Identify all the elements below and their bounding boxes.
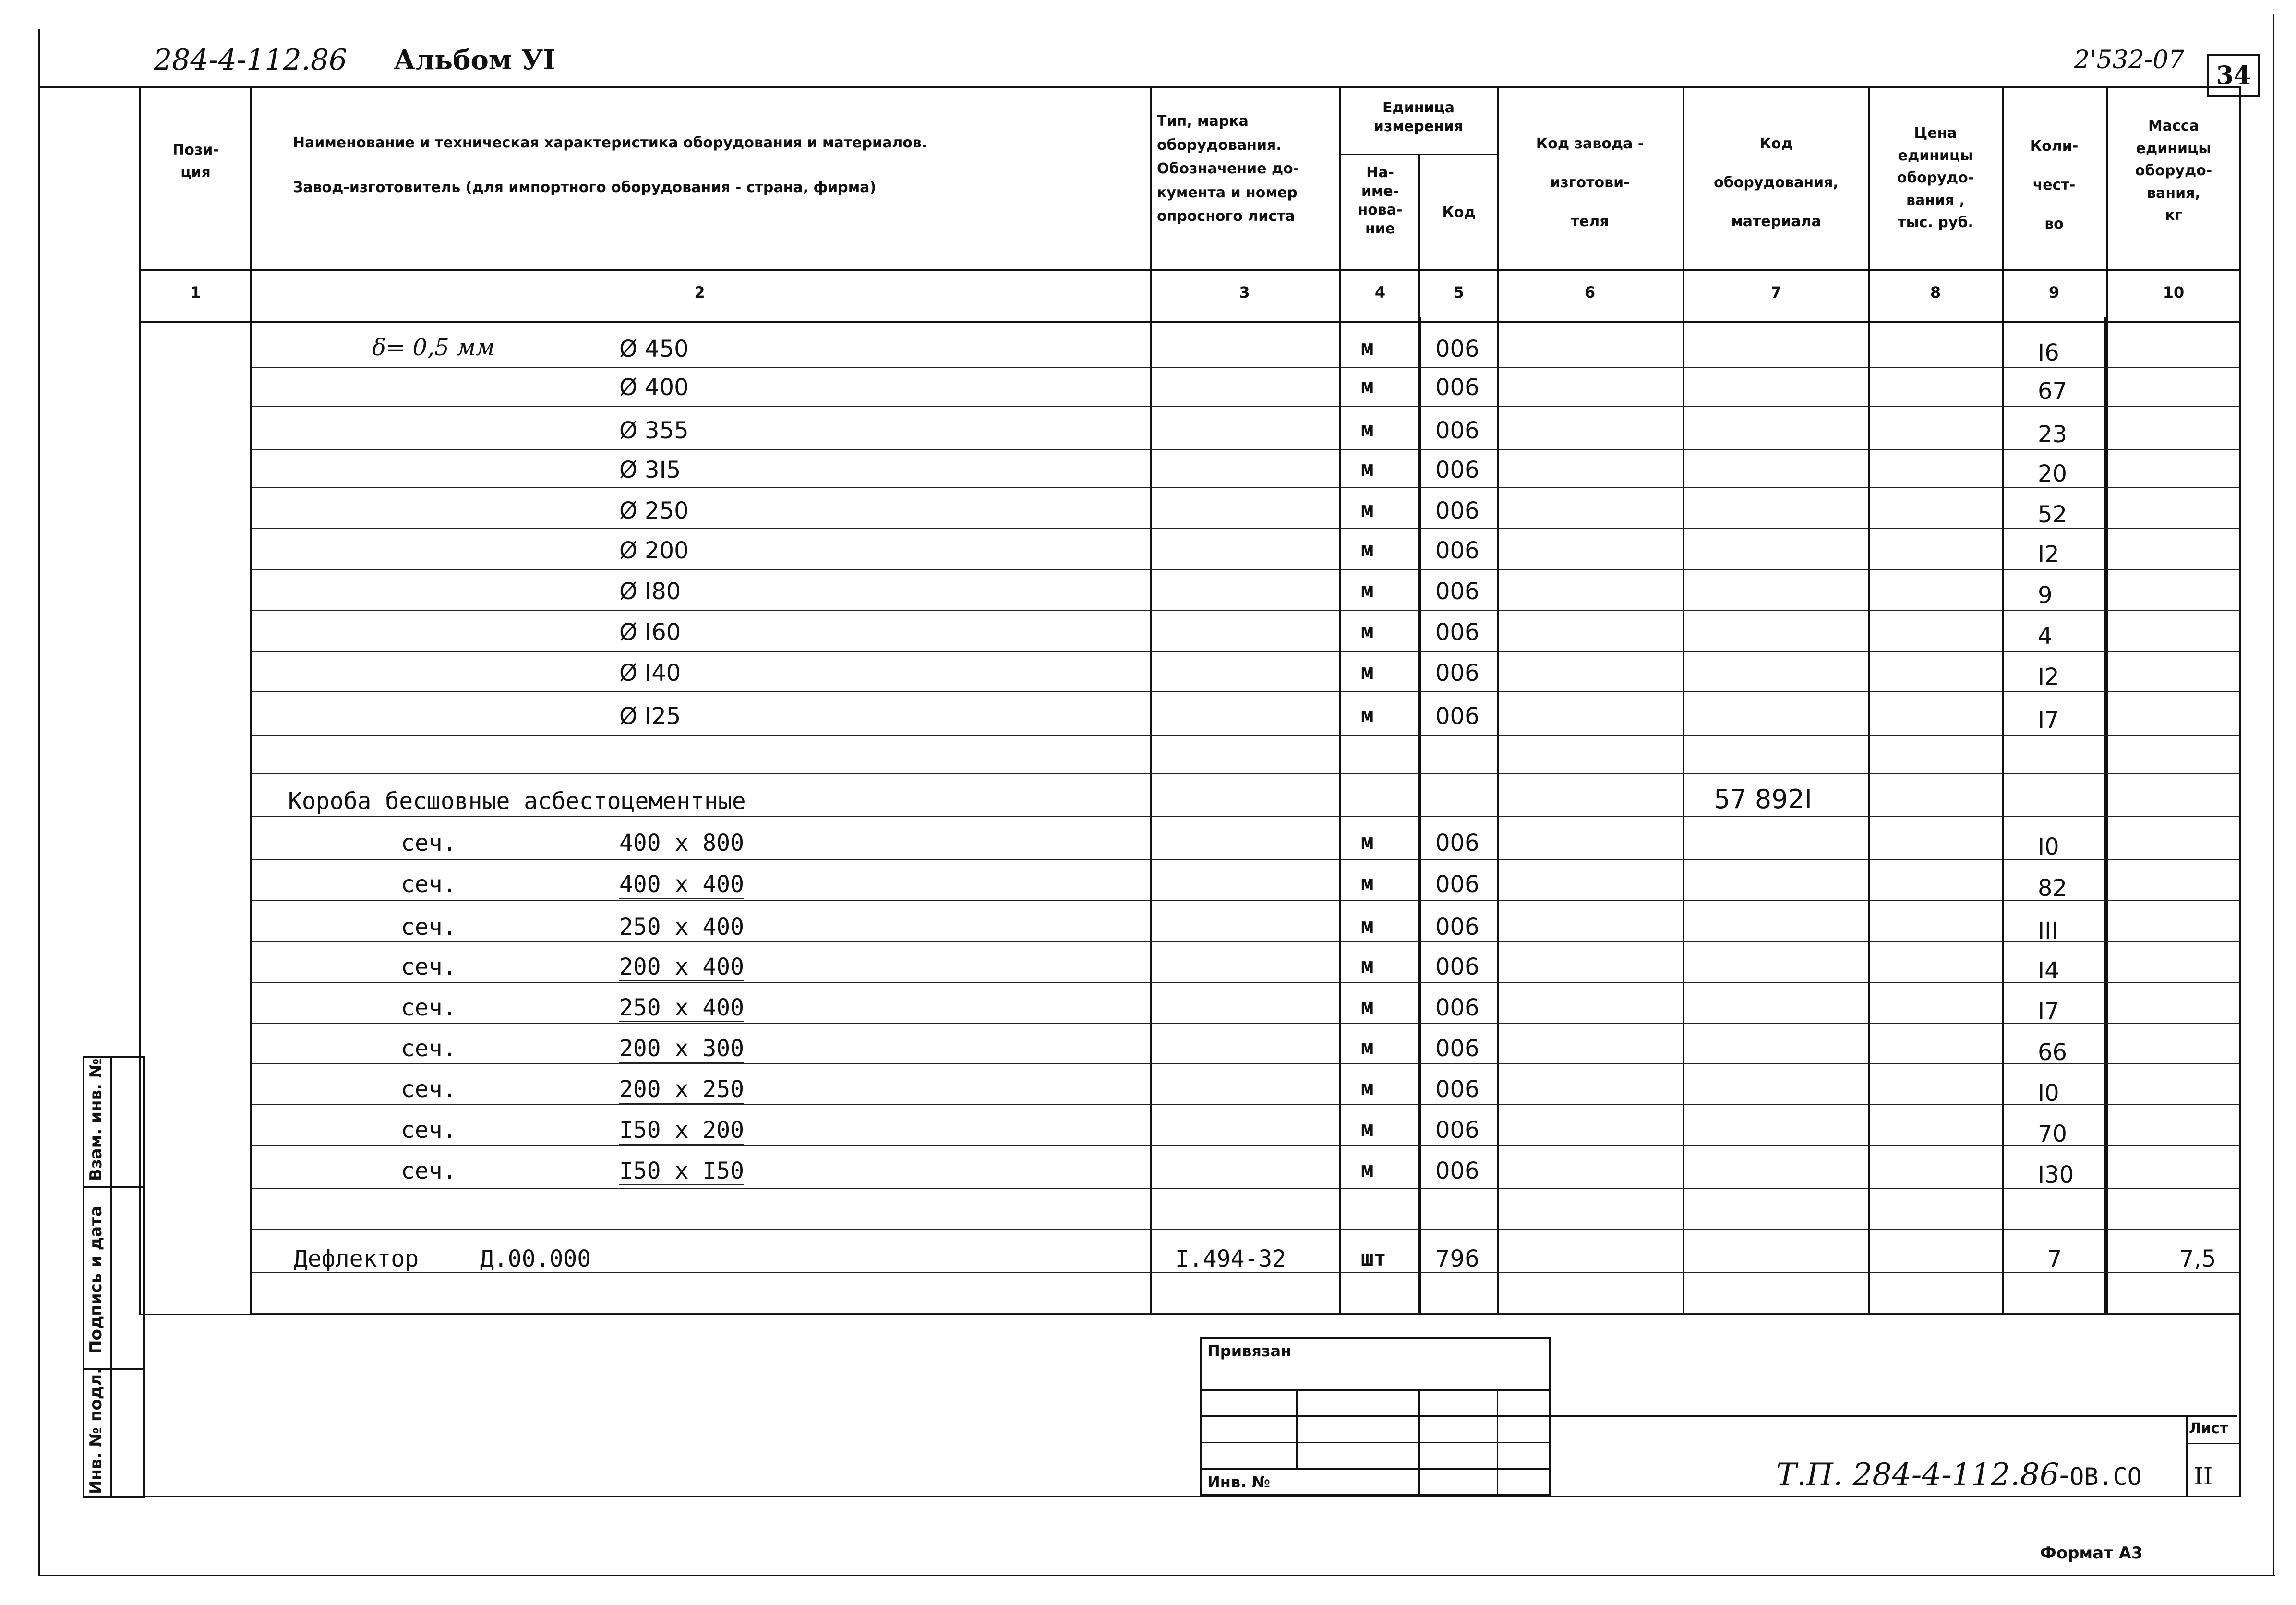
box-row-prefix: сеч. [401, 830, 457, 857]
box-row-unit: м [1361, 914, 1374, 938]
col-line-7 [1868, 86, 1870, 1315]
row-1-prefix: δ= 0,5 мм [372, 334, 495, 361]
inv-replace-label: Взам. инв. № [86, 1058, 106, 1181]
pipe-row-unit: м [1361, 336, 1374, 360]
pipe-row-size: Ø I25 [619, 703, 681, 730]
pipe-row-code: 006 [1435, 417, 1479, 444]
project-code: 284-4-112.86 [154, 43, 348, 77]
pipe-row-code: 006 [1435, 619, 1479, 646]
col-6-header: Код завода - изготови- теля [1536, 135, 1644, 230]
col-number-9: 9 [2048, 283, 2060, 302]
box-row-code: 006 [1435, 994, 1479, 1021]
row-line [252, 816, 2239, 817]
pipe-row-unit: м [1361, 619, 1374, 643]
pipe-row-qty: I7 [2038, 707, 2059, 734]
row-line [252, 1104, 2239, 1105]
attached-vline-3 [1497, 1389, 1498, 1496]
box-row-size: 200 x 300 [619, 1035, 745, 1062]
document-code-hand: Т.П. 284-4-112.86- [1776, 1457, 2070, 1493]
box-row-unit: м [1361, 830, 1374, 854]
pipe-row-qty: I2 [2038, 541, 2059, 568]
box-row-unit: м [1361, 1117, 1374, 1141]
row-line [252, 941, 2239, 942]
pipe-row-qty: 20 [2038, 460, 2068, 487]
box-row-code: 006 [1435, 1076, 1479, 1103]
pipe-row-unit: м [1361, 703, 1374, 727]
stamp-right-line [2239, 1315, 2241, 1497]
row-line [252, 1229, 2239, 1230]
box-row-size: 200 x 400 [619, 953, 745, 980]
pipe-row-code: 006 [1435, 457, 1479, 483]
pipe-row-qty: I6 [2038, 339, 2059, 366]
sheet-box-divider [2186, 1443, 2241, 1444]
pipe-row-size: Ø I40 [619, 660, 681, 687]
pipe-row-code: 006 [1435, 578, 1479, 605]
box-row-qty: I0 [2038, 833, 2059, 860]
box-row-qty: III [2038, 917, 2058, 944]
box-row-qty: 82 [2038, 875, 2068, 902]
col-number-6: 6 [1584, 283, 1596, 302]
col-3-header: Тип, марка оборудования. Обозначение до- кумента и номер опросного листа [1157, 113, 1299, 225]
col-line-3 [1339, 86, 1341, 1315]
deflector-name: Дефлектор [294, 1245, 419, 1272]
col-1-header: Пози- ция [172, 142, 219, 181]
album-label: Альбом УI [394, 44, 556, 76]
row-line [252, 859, 2239, 860]
pipe-row-size: Ø I60 [619, 619, 681, 646]
box-row-code: 006 [1435, 1035, 1479, 1062]
box-row-qty: 66 [2038, 1039, 2068, 1066]
pipe-row-code: 006 [1435, 660, 1479, 687]
col-number-10: 10 [2163, 283, 2185, 302]
box-row-size: 250 x 400 [619, 914, 745, 941]
col-8-header: Цена единицы оборудо- вания , тыс. руб. [1897, 125, 1974, 231]
box-row-code: 006 [1435, 871, 1479, 898]
format-label: Формат А3 [2040, 1544, 2143, 1563]
outer-border-right [2273, 14, 2274, 1575]
document-code [1776, 1457, 2142, 1493]
box-row-size: 400 x 800 [619, 830, 745, 857]
col-number-1: 1 [190, 283, 201, 302]
box-row-code: 006 [1435, 830, 1479, 857]
col-2-header: Наименование и техническая характеристика оборудования и материалов. Завод-изготовитель (для импортного оборудования - страна, фирма) [293, 134, 927, 196]
inv-orig-label: Инв. № подл. [86, 1367, 106, 1494]
row-line [252, 1023, 2239, 1024]
box-row-size: 200 x 250 [619, 1076, 745, 1103]
pipe-row-unit: м [1361, 537, 1374, 562]
box-row-unit: м [1361, 1076, 1374, 1100]
col-5-header: Код [1442, 204, 1476, 221]
page-number: 34 [2207, 54, 2260, 97]
pipe-row-size: Ø 250 [619, 497, 689, 524]
numbers-bottom-line [139, 321, 2241, 323]
deflector-mass: 7,5 [2179, 1245, 2216, 1272]
box-row-qty: I4 [2038, 957, 2059, 984]
pipe-row-unit: м [1361, 578, 1374, 603]
row-line [252, 406, 2239, 407]
box-row-qty: I0 [2038, 1080, 2059, 1107]
pipe-row-qty: 4 [2038, 623, 2053, 650]
sheet-value: II [2194, 1462, 2213, 1490]
outer-border-bottom [38, 1575, 2275, 1576]
deflector-qty: 7 [2047, 1245, 2062, 1272]
deflector-doc: I.494-32 [1175, 1245, 1286, 1272]
box-row-prefix: сеч. [401, 953, 457, 980]
pipe-row-qty: 52 [2038, 501, 2068, 528]
row-line [252, 449, 2239, 450]
title-block-line [1551, 1415, 2237, 1417]
col-line-6 [1683, 86, 1684, 1315]
sign-date-label: Подпись и дата [86, 1206, 106, 1354]
pipe-row-qty: 9 [2038, 582, 2053, 609]
box-row-unit: м [1361, 1158, 1374, 1182]
box-row-prefix: сеч. [401, 914, 457, 941]
col-number-3: 3 [1239, 283, 1250, 302]
row-line [252, 487, 2239, 488]
row-line [252, 569, 2239, 570]
box-row-size: I50 x 200 [619, 1117, 745, 1144]
pipe-row-qty: I2 [2038, 664, 2059, 690]
box-row-code: 006 [1435, 1117, 1479, 1144]
col-number-2: 2 [694, 283, 705, 302]
box-row-code: 006 [1435, 914, 1479, 941]
pipe-row-unit: м [1361, 497, 1374, 522]
box-row-prefix: сеч. [401, 1035, 457, 1062]
box-row-unit: м [1361, 871, 1374, 895]
sheet-label: Лист [2189, 1420, 2228, 1437]
deflector-unit: шт [1361, 1246, 1386, 1271]
deflector-code: 796 [1435, 1245, 1479, 1272]
pipe-row-size: Ø 200 [619, 537, 689, 564]
box-row-size: 250 x 400 [619, 994, 745, 1021]
col-line-8 [2002, 86, 2004, 1315]
col-4-header: На- име- нова- ние [1358, 164, 1403, 237]
box-row-unit: м [1361, 953, 1374, 978]
attached-label: Привязан [1207, 1342, 1292, 1360]
box-row-code: 006 [1435, 953, 1479, 980]
box-row-qty: I30 [2038, 1161, 2074, 1188]
pipe-row-qty: 67 [2038, 378, 2068, 405]
col-number-8: 8 [1930, 283, 1941, 302]
box-row-qty: 70 [2038, 1121, 2068, 1147]
row-line [252, 735, 2239, 736]
box-row-qty: I7 [2038, 998, 2059, 1025]
col-line-1 [250, 86, 252, 1315]
col-10-header: Масса единицы оборудо- вания, кг [2135, 118, 2212, 224]
box-row-prefix: сеч. [401, 1117, 457, 1144]
col-line-2 [1150, 86, 1152, 1315]
side-stamp-divider-v [110, 1056, 112, 1498]
row-line [252, 1272, 2239, 1273]
box-row-unit: м [1361, 994, 1374, 1019]
pipe-row-size: Ø 3I5 [619, 457, 681, 483]
header-bottom-line [139, 269, 2241, 271]
box-row-prefix: сеч. [401, 871, 457, 898]
stamp-bottom-line [144, 1496, 2241, 1497]
row-line [252, 773, 2239, 774]
col-4-group-header: Единица измерения [1373, 99, 1464, 135]
reference-number: 2'532-07 [2074, 46, 2185, 74]
pipe-row-code: 006 [1435, 497, 1479, 524]
pipe-row-code: 006 [1435, 703, 1479, 730]
pipe-row-unit: м [1361, 374, 1374, 398]
row-line [252, 610, 2239, 611]
pipe-row-size: Ø 355 [619, 417, 689, 444]
pipe-row-size: Ø 400 [619, 374, 689, 401]
row-line [252, 1063, 2239, 1064]
pipe-row-code: 006 [1435, 336, 1479, 362]
box-row-code: 006 [1435, 1158, 1479, 1184]
col-7-header: Код оборудования, материала [1714, 135, 1839, 230]
unit-group-line [1339, 154, 1497, 155]
deflector-mark: Д.00.000 [480, 1245, 591, 1272]
row-line [252, 1313, 2239, 1314]
col-line-5 [1497, 86, 1499, 1315]
box-row-prefix: сеч. [401, 1076, 457, 1103]
row-line [252, 651, 2239, 652]
pipe-row-qty: 23 [2038, 421, 2068, 448]
row-line [252, 367, 2239, 368]
boxes-title: Короба бесшовные асбестоцементные [288, 788, 746, 815]
attached-vline-1 [1296, 1389, 1298, 1468]
box-row-size: 400 x 400 [619, 871, 745, 898]
pipe-row-size: Ø I80 [619, 578, 681, 605]
inv-no-label: Инв. № [1207, 1473, 1270, 1491]
row-line [252, 982, 2239, 983]
attached-vline-2 [1418, 1389, 1420, 1496]
row-line [252, 691, 2239, 692]
pipe-row-size: Ø 450 [619, 336, 689, 362]
pipe-row-unit: м [1361, 417, 1374, 442]
col-number-4: 4 [1374, 283, 1386, 302]
box-row-prefix: сеч. [401, 994, 457, 1021]
outer-border-left [38, 29, 40, 1575]
boxes-material-code: 57 892I [1714, 784, 1812, 814]
pipe-row-code: 006 [1435, 537, 1479, 564]
col-number-7: 7 [1770, 283, 1782, 302]
row-line [252, 900, 2239, 901]
document-code-type: ОВ.СО [2069, 1463, 2142, 1491]
pipe-row-unit: м [1361, 660, 1374, 684]
box-row-size: I50 x I50 [619, 1158, 745, 1184]
box-row-prefix: сеч. [401, 1158, 457, 1184]
side-stamp-divider-1 [83, 1186, 145, 1188]
row-line [252, 528, 2239, 529]
box-row-unit: м [1361, 1035, 1374, 1060]
row-line [252, 1145, 2239, 1146]
row-line [252, 1188, 2239, 1189]
col-number-5: 5 [1453, 283, 1465, 302]
pipe-row-unit: м [1361, 457, 1374, 481]
col-9-header: Коли- чест- во [2030, 138, 2079, 232]
pipe-row-code: 006 [1435, 374, 1479, 401]
